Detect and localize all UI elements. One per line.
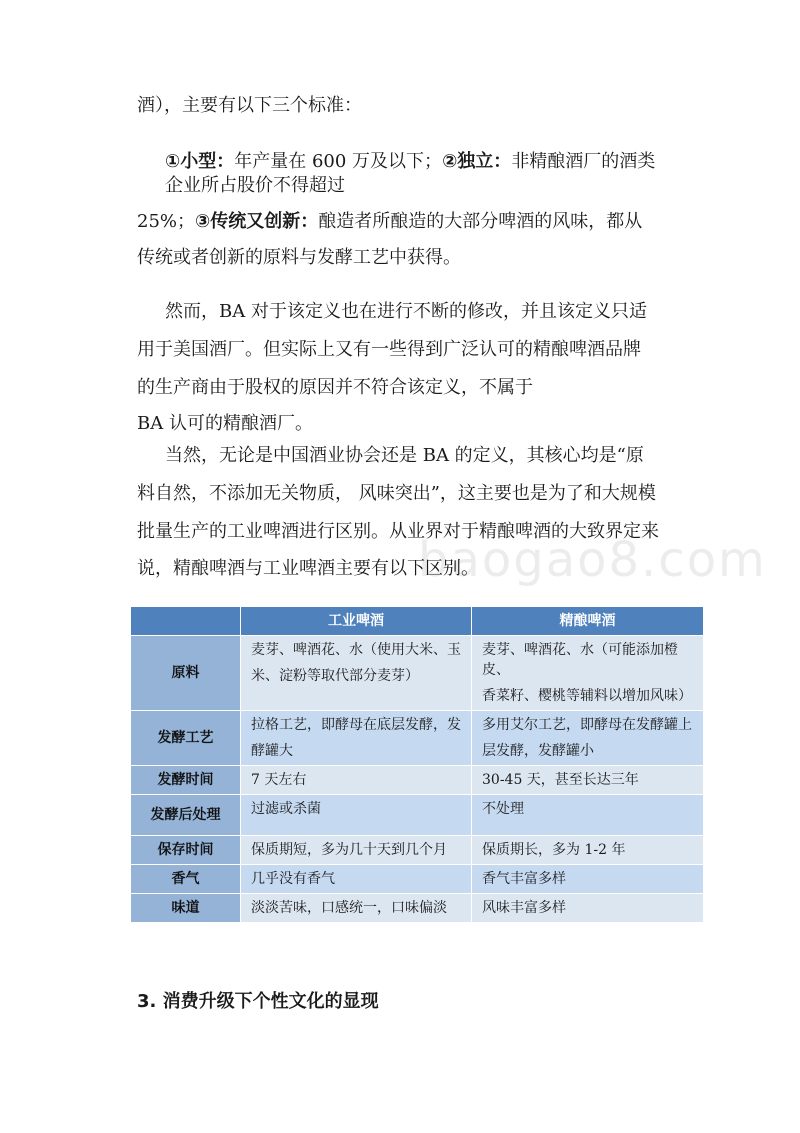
cell-line: 淡淡苦味，口感统一，口味偏淡 — [251, 900, 447, 916]
paragraph-line — [165, 300, 647, 324]
cell-line: 多用艾尔工艺，即酵母在发酵罐上 — [482, 717, 692, 733]
watermark: baogao8.com — [418, 532, 767, 588]
cell-line: 不处理 — [482, 801, 524, 817]
table-row — [131, 795, 704, 836]
table-row — [131, 836, 704, 865]
text: 料自然，不添加无关物质， 风味突出”，这主要也是为了和大规模 — [137, 483, 656, 504]
cell-line: 保质期短，多为几十天到几个月 — [251, 842, 447, 858]
row-label: 味道 — [131, 894, 241, 923]
paragraph-line — [137, 376, 533, 400]
paragraph-line — [165, 444, 644, 468]
criterion-label: ②独立： — [442, 151, 512, 172]
text: 酒），主要有以下三个标准： — [137, 95, 362, 116]
paragraph-line — [137, 338, 641, 362]
table-row — [131, 636, 704, 711]
row-label: 发酵时间 — [131, 766, 241, 795]
text: 年产量在 600 万及以下； — [234, 151, 443, 172]
text: 批量生产的工业啤酒进行区别。从业界对于精酿啤酒的大致界定来 — [137, 521, 659, 542]
paragraph-line — [165, 150, 655, 174]
criterion-label: ③传统又创新： — [195, 211, 319, 232]
cell-line: 过滤或杀菌 — [251, 801, 321, 817]
table-row — [131, 894, 704, 923]
text: 说，精酿啤酒与工业啤酒主要有以下区别。 — [137, 558, 479, 579]
row-label: 香气 — [131, 865, 241, 894]
text: 25%； — [137, 211, 196, 232]
text: 传统或者创新的原料与发酵工艺中获得。 — [137, 247, 461, 268]
paragraph-line — [137, 557, 479, 581]
paragraph-line — [137, 94, 362, 118]
cell-line: 层发酵，发酵罐小 — [482, 743, 594, 759]
criterion-label: ①小型： — [165, 151, 235, 172]
comparison-table — [130, 606, 704, 923]
cell-line: 米、淀粉等取代部分麦芽） — [251, 668, 419, 684]
table-header-cell: 工业啤酒 — [241, 607, 472, 636]
cell-line: 香菜籽、樱桃等辅料以增加风味） — [482, 688, 692, 704]
table-row — [131, 766, 704, 795]
cell-line: 30-45 天，甚至长达三年 — [482, 772, 639, 788]
paragraph-line — [165, 174, 345, 198]
cell-line: 风味丰富多样 — [482, 900, 566, 916]
cell-line: 酵罐大 — [251, 743, 293, 759]
table-header-cell: 精酿啤酒 — [472, 607, 704, 636]
text: 非精酿酒厂的酒类 — [511, 151, 656, 172]
table-row — [131, 711, 704, 766]
paragraph-line — [137, 482, 656, 506]
cell-line: 7 天左右 — [251, 772, 307, 788]
paragraph-line — [137, 412, 313, 436]
row-label: 发酵后处理 — [131, 795, 241, 836]
text: 酿造者所酿造的大部分啤酒的风味，都从 — [318, 211, 643, 232]
cell-line: 几乎没有香气 — [251, 871, 335, 887]
text: 然而，BA 对于该定义也在进行不断的修改，并且该定义只适 — [165, 301, 647, 322]
row-label: 原料 — [131, 636, 241, 711]
cell-line: 拉格工艺，即酵母在底层发酵，发 — [251, 717, 461, 733]
text: BA 认可的精酿酒厂。 — [137, 413, 313, 434]
table-header-row — [131, 607, 704, 636]
text: 用于美国酒厂。但实际上又有一些得到广泛认可的精酿啤酒品牌 — [137, 339, 641, 360]
row-label: 发酵工艺 — [131, 711, 241, 766]
cell-line: 保质期长，多为 1-2 年 — [482, 842, 626, 858]
paragraph-line — [137, 210, 642, 234]
text: 的生产商由于股权的原因并不符合该定义，不属于 — [137, 377, 533, 398]
table-row — [131, 865, 704, 894]
cell-line: 麦芽、啤酒花、水（可能添加橙皮、 — [482, 642, 678, 678]
row-label: 保存时间 — [131, 836, 241, 865]
cell-line: 香气丰富多样 — [482, 871, 566, 887]
text: 当然，无论是中国酒业协会还是 BA 的定义，其核心均是“原 — [165, 445, 644, 466]
paragraph-line — [137, 520, 659, 544]
paragraph-line — [137, 246, 461, 270]
section-heading: 3. 消费升级下个性文化的显现 — [137, 991, 379, 1012]
cell-line: 麦芽、啤酒花、水（使用大米、玉 — [251, 642, 461, 658]
table-header-cell — [131, 607, 241, 636]
text: 企业所占股价不得超过 — [165, 175, 345, 196]
